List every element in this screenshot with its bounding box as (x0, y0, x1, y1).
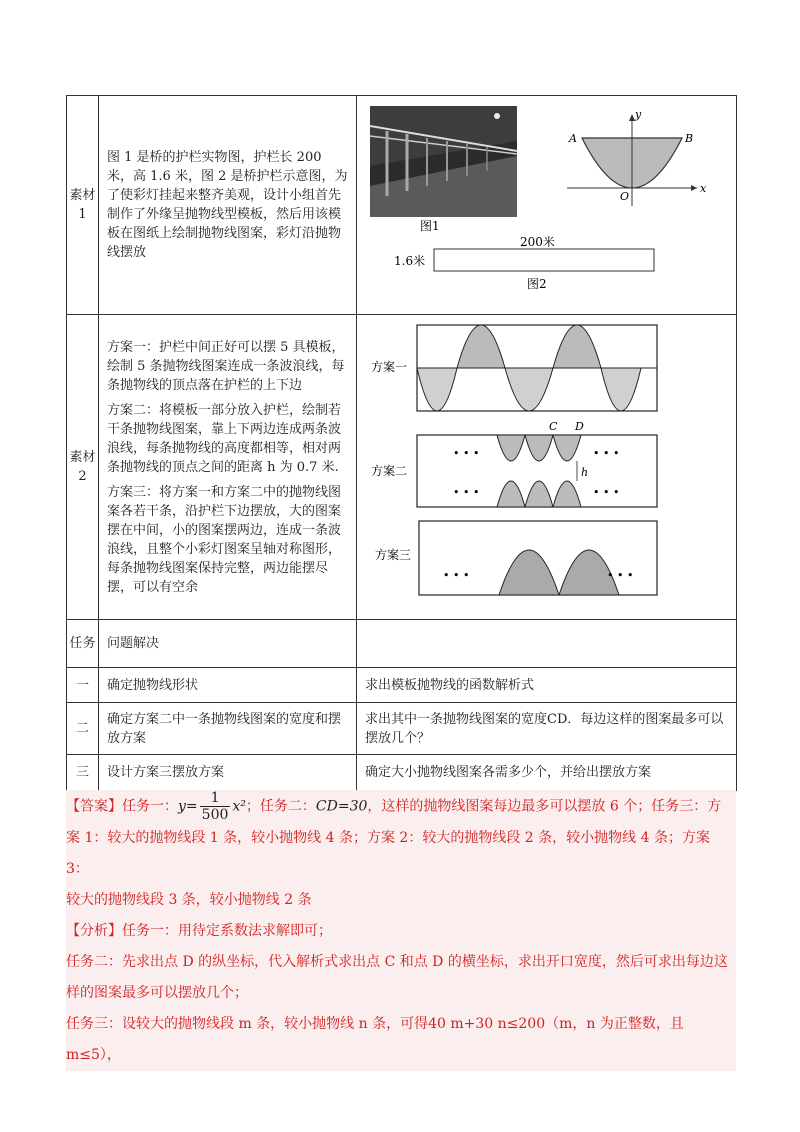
fig2-caption: 图2 (527, 277, 547, 291)
fig2-height: 1.6米 (394, 254, 426, 268)
dots-plan3-right: • • • (607, 569, 634, 582)
analysis-line-2: 任务二：先求出点 D 的纵坐标，代入解析式求出点 C 和点 D 的横坐标，求出开口宽度，然后可求出每边这 (66, 954, 728, 970)
bridge-photo (370, 106, 517, 217)
row-label: 二 (67, 703, 99, 755)
row-label: 素材1 (67, 96, 99, 315)
material-1-svg (357, 96, 735, 308)
plan-3-diagram (419, 521, 657, 595)
row-task-1 (67, 668, 737, 703)
answer-line-2: 案 1：较大的抛物线段 1 条，较小抛物线 4 条；方案 2：较大的抛物线段 2 条，较小抛物线 4 条；方案 3： (66, 830, 710, 877)
fraction (200, 790, 231, 823)
row-label: 素材2 (67, 315, 99, 620)
label-x: x (700, 182, 707, 195)
row-task-2 (67, 703, 737, 755)
row-material-2 (67, 315, 737, 620)
row-task-header (67, 620, 737, 668)
label-h: h (581, 466, 589, 479)
material-1-text: 图 1 是桥的护栏实物图，护栏长 200 米，高 1.6 米，图 2 是桥护栏示意图，为了使彩灯挂起来整齐美观，设计小组首先制作了外缘呈抛物线型模板，然后用该模板在图纸上绘制抛物线图案，彩灯沿抛物线摆放 (99, 96, 357, 315)
label-A: A (569, 132, 577, 145)
row-label: 一 (67, 668, 99, 703)
label-O: O (620, 190, 630, 203)
task2-prefix: ；任务二： (245, 798, 316, 815)
task-1-col3: 求出模板抛物线的函数解析式 (357, 668, 737, 703)
material-1-figures (357, 96, 737, 315)
frac-numerator: 1 (200, 790, 231, 807)
task1-prefix: 任务一： (122, 798, 178, 815)
plan-3-text: 方案三：将方案一和方案二中的抛物线图案各若干条，沿护栏下边摆放，大的图案摆在中间，小的图案摆两边，连成一条波浪线，且整个小彩灯图案呈轴对称图形，每条抛物线图案保持完整，两边能摆尽摆，可以有空余 (107, 484, 342, 595)
analysis-line-1 (66, 916, 736, 947)
analysis-task1: 任务一：用待定系数法求解即可； (122, 923, 332, 939)
task-2-col3: 求出其中一条抛物线图案的宽度CD．每边这样的图案最多可以摆放几个？ (357, 703, 737, 755)
material-2-svg (357, 315, 735, 613)
answer-line-1: 【答案】任务一：y= $\frac{1}{500}$ x²；任务二：CD=30，这样的抛物线图案每边最多可以摆放 6 个；任务三：方 (66, 790, 722, 823)
fig-plan-1-label: 方案一 (371, 360, 408, 374)
dots-plan3-left: • • • (443, 569, 470, 582)
task-3-col2: 设计方案三摆放方案 (99, 755, 357, 791)
eq-y: y (178, 798, 186, 815)
label-C: C (549, 420, 558, 433)
material-2-text (99, 315, 357, 620)
fig-plan-3-label: 方案三 (375, 548, 412, 562)
plan-1-text: 方案一：护栏中间正好可以摆 5 具模板，绘制 5 条抛物线图案连成一条波浪线，每条抛物线的顶点落在护栏的上下边 (107, 339, 345, 393)
dots-bottom-left: • • • (453, 486, 480, 499)
answer-tag: 【答案】 (66, 798, 122, 815)
frac-denominator: 500 (201, 807, 229, 823)
label-y: y (635, 108, 642, 121)
analysis-line-4: 任务三：设较大的抛物线段 m 条，较小抛物线 n 条，可得40 m+30 n≤200（m，n 为正整数，且m≤5）， (66, 1016, 684, 1063)
cd-eq: CD=30 (315, 798, 368, 815)
fig1-caption: 图1 (420, 219, 440, 233)
material-2-figures (357, 315, 737, 620)
task-3-col3: 确定大小抛物线图案各需多少个，并给出摆放方案 (357, 755, 737, 791)
label-D: D (575, 420, 584, 433)
row-label: 任务 (67, 620, 99, 668)
fig2-length: 200米 (520, 235, 555, 249)
fig2-rectangle (434, 249, 654, 271)
task-2-col2: 确定方案二中一条抛物线图案的宽度和摆放方案 (99, 703, 357, 755)
task-1-col2: 确定抛物线形状 (99, 668, 357, 703)
task-header-col3 (357, 620, 737, 668)
row-task-3 (67, 755, 737, 791)
answer-line-3: 较大的抛物线段 3 条，较小抛物线 2 条 (66, 892, 312, 908)
plan-1-diagram (417, 325, 657, 411)
row-label: 三 (67, 755, 99, 791)
task-header-col2: 问题解决 (99, 620, 357, 668)
dots-top-left: • • • (453, 447, 480, 460)
label-B: B (685, 132, 694, 145)
row-material-1 (67, 96, 737, 315)
dots-top-right: • • • (593, 447, 620, 460)
plan-2-text: 方案二：将模板一部分放入护栏，绘制若干条抛物线图案，靠上下两边连成两条波浪线，每条抛物线的高度都相等，相对两条抛物线的顶点之间的距离 h 为 0.7 米. (107, 402, 342, 475)
analysis-tag: 【分析】 (66, 923, 122, 939)
task2-rest: ，这样的抛物线图案每边最多可以摆放 6 个；任务三：方 (367, 798, 722, 815)
x-squared: x² (232, 798, 246, 815)
analysis-line-3: 样的图案最多可以摆放几个； (66, 985, 248, 1001)
problem-table (66, 95, 737, 791)
answer-section (66, 790, 736, 1071)
dots-bottom-right: • • • (593, 486, 620, 499)
fig-plan-2-label: 方案二 (371, 464, 408, 478)
parabola-diagram (567, 108, 707, 206)
plan-2-diagram (417, 420, 657, 507)
